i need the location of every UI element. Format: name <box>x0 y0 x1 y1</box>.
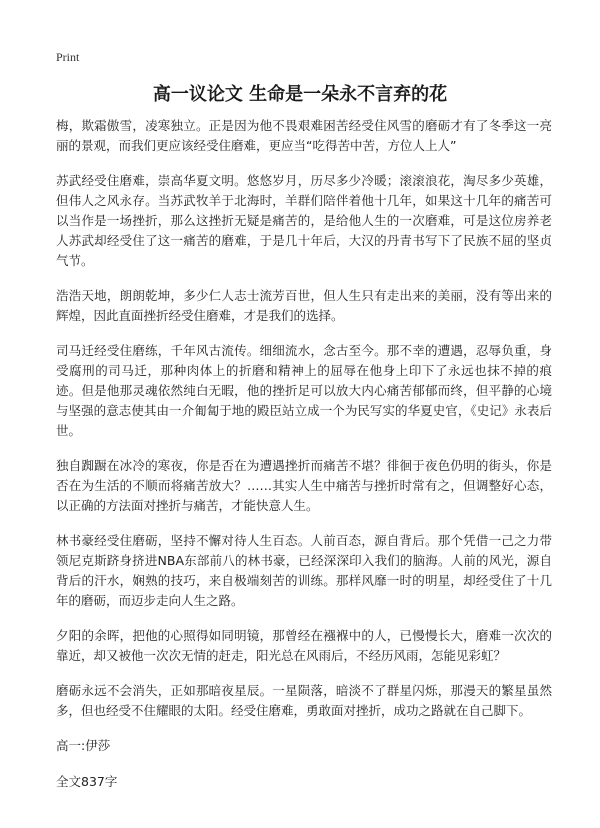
paragraph: 梅，欺霜傲雪，凌寒独立。正是因为他不畏艰难困苦经受住风雪的磨砺才有了冬季这一亮丽的景观，而我们更应该经受住磨难，更应当“吃得苦中苦，方位人上人” <box>56 118 552 153</box>
word-count: 全文837字 <box>56 774 118 789</box>
paragraph: 司马迁经受住磨练，千年风古流传。细细流水，念古至今。那不幸的遭遇，忍辱负重，身受腐刑的司马迁，那种肉体上的折磨和精神上的屈辱在他身上印下了永远也抹不掉的痕迹。但是他那灵魂依然纯白无暇，他的挫折足可以放大内心痛苦郁郁而终，但平静的心境与坚强的意志使其由一介匍匐于地的殿臣站立成一个为民写实的华夏史官，《史记》永表后世。 <box>56 343 552 438</box>
paragraph: 林书豪经受住磨砺，坚持不懈对待人生百态。人前百态，源自背后。那个凭借一己之力带领尼克斯跻身挤进NBA东部前八的林书豪，已经深深印入我们的脑海。人前的风光，源自背后的汗水，娴熟的技巧，来自极端刻苦的训练。那样风靡一时的明星，却经受住了十几年的磨砺，而迈步走向人生之路。 <box>56 533 552 608</box>
article-body <box>56 116 552 808</box>
author-signature: 高一:伊莎 <box>56 738 111 753</box>
paragraph: 夕阳的余晖，把他的心照得如同明镜，那曾经在襁褓中的人，已慢慢长大，磨难一次次的靠近，却又被他一次次无情的赶走，阳光总在风雨后，不经历风雨，怎能见彩虹？ <box>56 628 552 663</box>
paragraph: 浩浩天地，朗朗乾坤，多少仁人志士流芳百世，但人生只有走出来的美丽，没有等出来的辉煌，因此直面挫折经受住磨难，才是我们的选择。 <box>56 288 552 323</box>
paragraph: 独自踟蹰在冰冷的寒夜，你是否在为遭遇挫折而痛苦不堪？徘徊于夜色仍明的街头，你是否在为生活的不顺而将痛苦放大？……其实人生中痛苦与挫折时常有之，但调整好心态，以正确的方法面对挫折与痛苦，才能快意人生。 <box>56 458 552 513</box>
page-title: 高一议论文 生命是一朵永不言弃的花 <box>152 84 448 105</box>
paragraph: 磨砺永远不会消失，正如那暗夜星辰。一星陨落，暗淡不了群星闪烁，那漫天的繁星虽然多，但也经受不住耀眼的太阳。经受住磨难，勇敢面对挫折，成功之路就在自己脚下。 <box>56 683 552 718</box>
print-link[interactable]: Print <box>56 50 80 64</box>
paragraph: 苏武经受住磨难，崇高华夏文明。悠悠岁月，历尽多少冷暖；滚滚浪花，淘尽多少英雄，但伟人之风永存。当苏武牧羊于北海时，羊群们陪伴着他十几年，如果这十几年的痛苦可以当作是一场挫折，那么这挫折无疑是痛苦的，是给他人生的一次磨难，可是这位房养老人苏武却经受住了这一痛苦的磨难，于是几十年后，大汉的丹青书写下了民族不屈的坚贞气节。 <box>56 173 552 268</box>
